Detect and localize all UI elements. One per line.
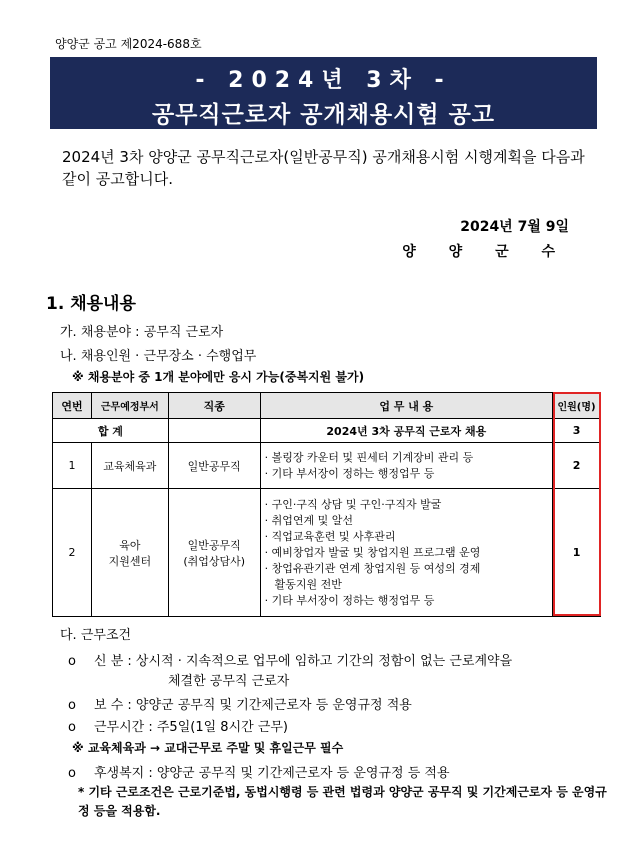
row2-job-line2: (취업상담사) bbox=[183, 554, 246, 568]
header-no: 연번 bbox=[53, 393, 92, 419]
title-banner bbox=[50, 57, 597, 129]
condition-status-cont: 체결한 공무직 근로자 bbox=[168, 674, 290, 689]
total-empty bbox=[168, 419, 260, 443]
table-row bbox=[53, 443, 601, 489]
agency-name: 양 양 군 수 bbox=[402, 244, 569, 260]
notice-number: 양양군 공고 제2024-688호 bbox=[55, 37, 202, 51]
row2-duty: · 기타 부서장이 정하는 행정업무 등 bbox=[264, 593, 435, 607]
row1-duties bbox=[260, 443, 552, 489]
total-count: 3 bbox=[553, 419, 601, 443]
row2-duty: · 취업연계 및 알선 bbox=[264, 513, 353, 527]
intro-text: 2024년 3차 양양군 공무직근로자(일반공무직) 공개채용시험 시행계획을 다음과 같이 공고합니다. bbox=[62, 148, 585, 188]
row2-job-line1: 일반공무직 bbox=[187, 538, 241, 552]
row2-duty: · 창업유관기관 연계 창업지원 등 여성의 경제 bbox=[264, 561, 481, 575]
recruit-table bbox=[52, 392, 601, 617]
item-recruit-field: 가. 채용분야 : 공무직 근로자 bbox=[60, 325, 224, 340]
table-row bbox=[53, 489, 601, 617]
condition-pay bbox=[68, 694, 412, 713]
row2-job bbox=[168, 489, 260, 617]
row1-job: 일반공무직 bbox=[168, 443, 260, 489]
condition-hours bbox=[68, 716, 288, 735]
row2-duty: · 구인·구직 상담 및 구인·구직자 발굴 bbox=[264, 497, 442, 511]
header-dept: 근무예정부서 bbox=[91, 393, 168, 419]
condition-pay-text: 보 수 : 양양군 공무직 및 기간제근로자 등 운영규정 적용 bbox=[94, 698, 412, 713]
condition-welfare-text: 후생복지 : 양양군 공무직 및 기간제근로자 등 운영규정 등 적용 bbox=[94, 766, 450, 781]
note-single-apply: ※ 채용분야 중 1개 분야에만 응시 가능(중복지원 불가) bbox=[72, 370, 365, 384]
total-duty: 2024년 3차 공무직 근로자 채용 bbox=[260, 419, 552, 443]
banner-line2: 공무직근로자 공개채용시험 공고 bbox=[151, 102, 496, 128]
condition-hours-text: 근무시간 : 주5일(1일 8시간 근무) bbox=[94, 720, 289, 735]
row2-duty: 활동지원 전반 bbox=[274, 577, 342, 591]
bullet-icon: o bbox=[68, 654, 76, 669]
note-edu-shift: ※ 교육체육과 → 교대근무로 주말 및 휴일근무 필수 bbox=[72, 741, 344, 755]
header-duty: 업 무 내 용 bbox=[260, 393, 552, 419]
row2-duties bbox=[260, 489, 552, 617]
note-labor-law: * 기타 근로조건은 근로기준법, 동법시행령 등 관련 법령과 양양군 공무직 및 기간제근로자 등 운영규정 등을 적용함. bbox=[78, 785, 607, 818]
item-work-conditions: 다. 근무조건 bbox=[60, 628, 132, 643]
row2-dept bbox=[91, 489, 168, 617]
section1-title: 1. 채용내용 bbox=[46, 294, 136, 314]
table-header-row bbox=[53, 393, 601, 419]
condition-status-text: 신 분 : 상시적 · 지속적으로 업무에 임하고 기간의 정함이 없는 근로계약을 bbox=[94, 654, 513, 669]
row2-no: 2 bbox=[53, 489, 92, 617]
row1-no: 1 bbox=[53, 443, 92, 489]
row1-duty: · 기타 부서장이 정하는 행정업무 등 bbox=[264, 466, 435, 480]
bullet-icon: o bbox=[68, 766, 76, 781]
bullet-icon: o bbox=[68, 720, 76, 735]
row2-duty: · 예비창업자 발굴 및 창업지원 프로그램 운영 bbox=[264, 545, 481, 559]
notice-date: 2024년 7월 9일 bbox=[460, 219, 569, 235]
row1-count: 2 bbox=[553, 443, 601, 489]
bullet-icon: o bbox=[68, 698, 76, 713]
row2-count: 1 bbox=[553, 489, 601, 617]
header-job: 직종 bbox=[168, 393, 260, 419]
row2-dept-line1: 육아 bbox=[119, 538, 141, 552]
row1-duty: · 볼링장 카운터 및 핀세터 기계장비 관리 등 bbox=[264, 450, 474, 464]
total-label: 합 계 bbox=[53, 419, 169, 443]
banner-line1: - 2024년 3차 - bbox=[195, 68, 452, 93]
header-count: 인원(명) bbox=[553, 393, 601, 419]
row1-dept: 교육체육과 bbox=[91, 443, 168, 489]
table-total-row bbox=[53, 419, 601, 443]
row2-dept-line2: 지원센터 bbox=[108, 554, 152, 568]
condition-welfare bbox=[68, 762, 450, 781]
item-recruit-count: 나. 채용인원 · 근무장소 · 수행업무 bbox=[60, 349, 257, 364]
condition-status bbox=[68, 650, 512, 669]
row2-duty: · 직업교육훈련 및 사후관리 bbox=[264, 529, 396, 543]
